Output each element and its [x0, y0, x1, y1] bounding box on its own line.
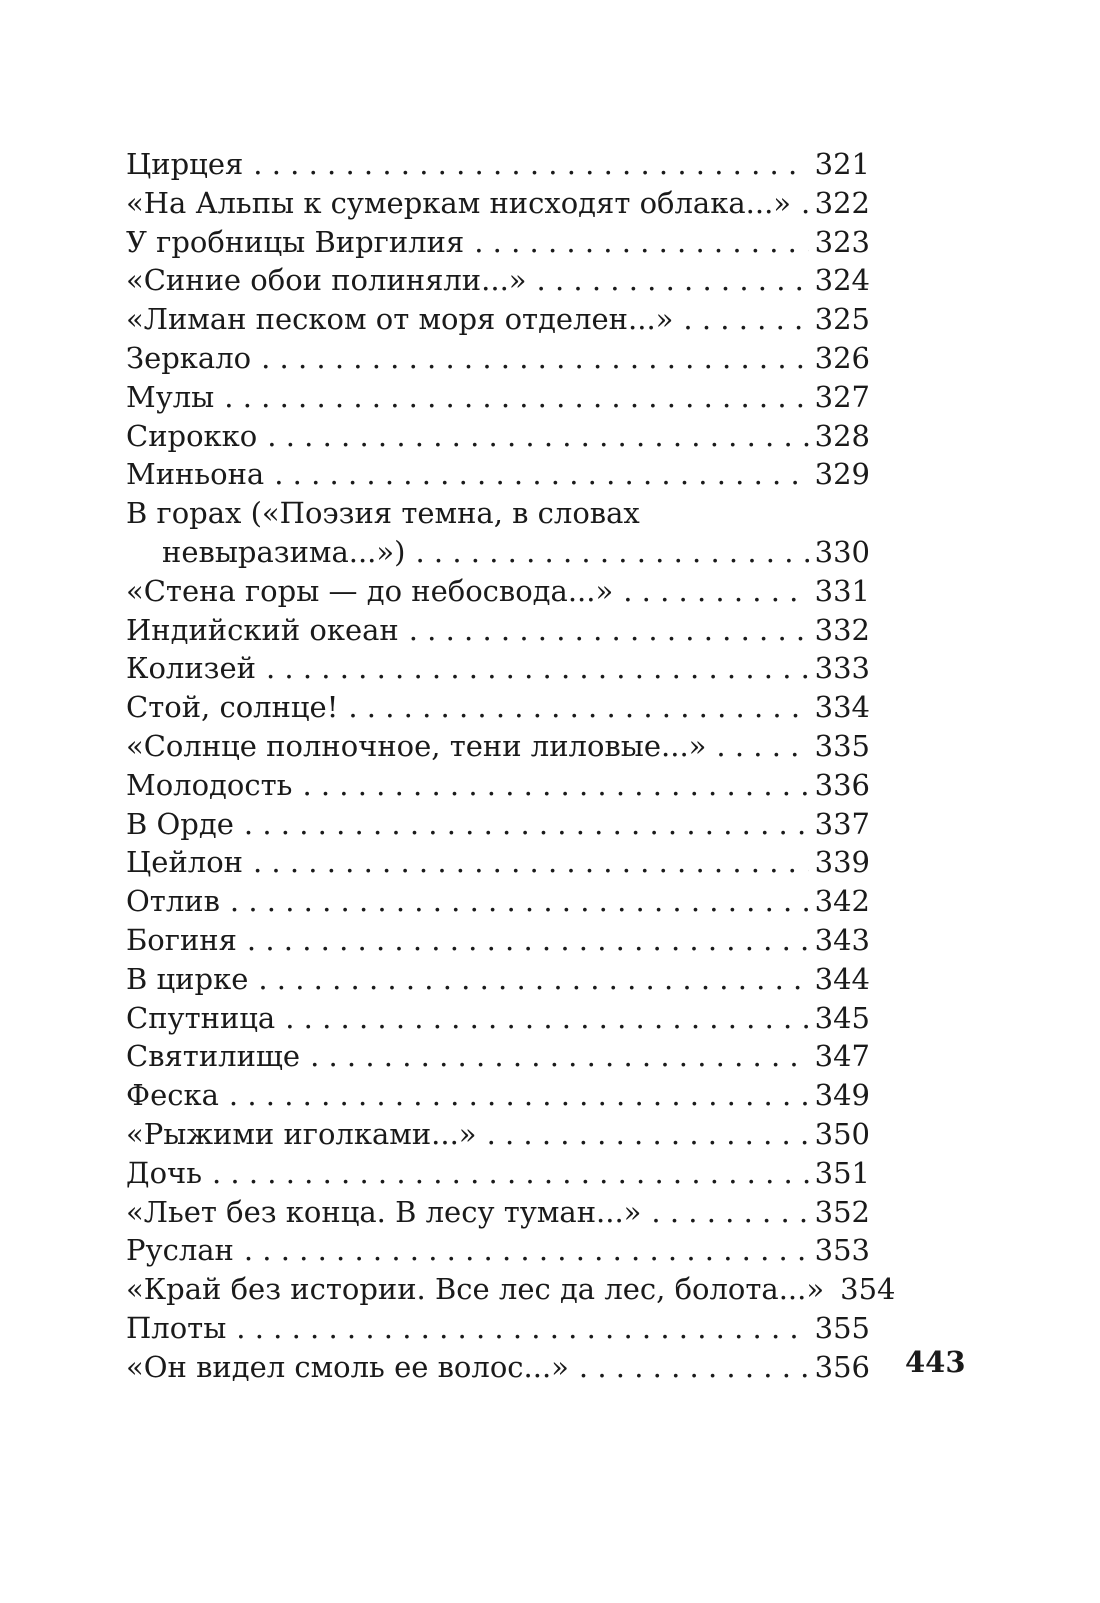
dot-leader	[212, 1154, 809, 1193]
toc-entry-title: Святилище	[126, 1039, 301, 1074]
dot-leader	[230, 882, 809, 921]
toc-entry-title: Плоты	[126, 1310, 227, 1345]
toc-entry-title: В горах («Поэзия темна, в словах	[126, 496, 640, 531]
toc-entry[interactable]	[126, 960, 870, 999]
toc-entry-page: 324	[814, 263, 870, 298]
toc-entry[interactable]	[126, 417, 870, 456]
toc-entry-title: «Стена горы — до небосвода...»	[126, 573, 614, 608]
toc-entry[interactable]	[126, 999, 870, 1038]
toc-entry-title: В цирке	[126, 961, 249, 996]
toc-entry-title: Дочь	[126, 1155, 202, 1190]
toc-entry-page: 355	[814, 1310, 870, 1345]
toc-entry-page: 331	[814, 573, 870, 608]
toc-entry-page: 328	[814, 418, 870, 453]
dot-leader	[244, 1231, 809, 1270]
toc-entry-title: Сирокко	[126, 418, 258, 453]
toc-entry[interactable]	[126, 1270, 896, 1309]
dot-leader	[716, 727, 808, 766]
toc-entry[interactable]	[126, 843, 870, 882]
dot-leader	[801, 184, 809, 223]
toc-entry-page: 321	[814, 147, 870, 181]
toc-entry-page: 351	[814, 1155, 870, 1190]
dot-leader	[415, 533, 808, 572]
dot-leader	[261, 339, 809, 378]
toc-entry[interactable]	[126, 805, 870, 844]
toc-entry[interactable]	[126, 1231, 870, 1270]
toc-entry-title: «На Альпы к сумеркам нисходят облака...»	[126, 185, 792, 220]
toc-entry[interactable]	[126, 766, 870, 805]
toc-entry[interactable]	[126, 261, 870, 300]
toc-entry-page: 325	[814, 302, 870, 337]
dot-leader	[229, 1076, 809, 1115]
toc-entry[interactable]	[126, 921, 870, 960]
toc-entry-title: Отлив	[126, 884, 220, 919]
toc-entry[interactable]	[126, 494, 870, 572]
dot-leader	[409, 611, 809, 650]
toc-entry[interactable]	[126, 572, 870, 611]
toc-entry[interactable]	[126, 1154, 870, 1193]
toc-entry-page: 323	[814, 224, 870, 259]
toc-entry-page: 352	[814, 1194, 870, 1229]
dot-leader	[487, 1115, 809, 1154]
toc-entry-page: 335	[814, 728, 870, 763]
toc-entry-page: 332	[814, 612, 870, 647]
toc-entry[interactable]	[126, 688, 870, 727]
toc-entry-title: Мулы	[126, 379, 215, 414]
toc-entry-title: «Лиман песком от моря отделен...»	[126, 302, 674, 337]
toc-entry-page: 333	[814, 651, 870, 686]
toc-entry[interactable]	[126, 611, 870, 650]
toc-entry[interactable]	[126, 223, 870, 262]
toc-entry-page: 356	[814, 1349, 870, 1384]
toc-entry-page: 347	[814, 1039, 870, 1074]
toc-entry-title: Руслан	[126, 1233, 234, 1268]
toc-entry-title-continuation: невыразима...»)	[162, 534, 406, 569]
dot-leader	[274, 455, 808, 494]
toc-entry[interactable]	[126, 184, 870, 223]
toc-entry-page: 337	[814, 806, 870, 841]
toc-entry[interactable]	[126, 1076, 870, 1115]
toc-entry-page: 327	[814, 379, 870, 414]
toc-entry-page: 349	[814, 1078, 870, 1113]
toc-entry[interactable]	[126, 1193, 870, 1232]
dot-leader	[537, 261, 809, 300]
toc-entry-page: 322	[814, 185, 870, 220]
toc-entry[interactable]	[126, 882, 870, 921]
toc-entry-page: 342	[814, 884, 870, 919]
toc-entry-title: «Солнце полночное, тени лиловые...»	[126, 728, 707, 763]
toc-entry-page: 354	[840, 1272, 896, 1307]
toc-entry-page: 326	[814, 340, 870, 375]
toc-entry-title: Спутница	[126, 1000, 276, 1035]
toc-entry[interactable]	[126, 1348, 870, 1387]
toc-entry-page: 330	[814, 534, 870, 569]
dot-leader	[253, 145, 808, 184]
toc-entry-page: 343	[814, 922, 870, 957]
toc-entry-page: 336	[814, 767, 870, 802]
toc-entry-title: «Льет без конца. В лесу туман...»	[126, 1194, 642, 1229]
toc-entry-title: Цейлон	[126, 845, 243, 880]
toc-entry-title: «Край без истории. Все лес да лес, болота...»	[126, 1272, 825, 1307]
dot-leader	[348, 688, 808, 727]
dot-leader	[267, 417, 808, 456]
toc-entry-title: Стой, солнце!	[126, 690, 339, 725]
dot-leader	[683, 300, 808, 339]
toc-entry-title: В Орде	[126, 806, 234, 841]
toc-entry-title: Богиня	[126, 922, 237, 957]
dot-leader	[266, 649, 809, 688]
toc-entry[interactable]	[126, 339, 870, 378]
toc-entry[interactable]	[126, 1037, 870, 1076]
dot-leader	[244, 805, 809, 844]
toc-entry-title: Феска	[126, 1078, 219, 1113]
toc-entry-page: 334	[814, 690, 870, 725]
toc-entry[interactable]	[126, 145, 870, 184]
toc-entry-title: «Синие обои полиняли...»	[126, 263, 527, 298]
toc-entry[interactable]	[126, 727, 870, 766]
dot-leader	[253, 843, 809, 882]
toc-entry-title: Индийский океан	[126, 612, 399, 647]
dot-leader	[258, 960, 808, 999]
toc-entry-title: Цирцея	[126, 147, 244, 181]
toc-entry[interactable]	[126, 649, 870, 688]
toc-entry-title: У гробницы Виргилия	[126, 224, 465, 259]
toc-entry[interactable]	[126, 300, 870, 339]
dot-leader	[247, 921, 809, 960]
dot-leader	[474, 223, 808, 262]
toc-entry-page: 329	[814, 457, 870, 492]
toc-entry-page: 350	[814, 1116, 870, 1151]
toc-entry-title: Колизей	[126, 651, 256, 686]
toc-entry-page: 345	[814, 1000, 870, 1035]
toc-entry[interactable]	[126, 1115, 870, 1154]
dot-leader	[310, 1037, 809, 1076]
dot-leader	[224, 378, 808, 417]
toc-entry-title: Зеркало	[126, 340, 252, 375]
toc-entry[interactable]	[126, 378, 870, 417]
toc-entry[interactable]	[126, 1309, 870, 1348]
toc-entry-page: 339	[814, 845, 870, 880]
toc-entry-title: Молодость	[126, 767, 293, 802]
toc-entry-page: 353	[814, 1233, 870, 1268]
toc-entry-title: Миньона	[126, 457, 265, 492]
table-of-contents	[126, 145, 896, 1387]
dot-leader	[285, 999, 808, 1038]
dot-leader	[623, 572, 808, 611]
dot-leader	[579, 1348, 809, 1387]
toc-entry-title: «Рыжими иголками...»	[126, 1116, 477, 1151]
toc-entry-title: «Он видел смоль ее волос...»	[126, 1349, 569, 1384]
toc-entry[interactable]	[126, 455, 870, 494]
dot-leader	[651, 1193, 808, 1232]
dot-leader	[236, 1309, 808, 1348]
dot-leader	[302, 766, 808, 805]
toc-entry-page: 344	[814, 961, 870, 996]
page-number: 443	[905, 1345, 966, 1379]
